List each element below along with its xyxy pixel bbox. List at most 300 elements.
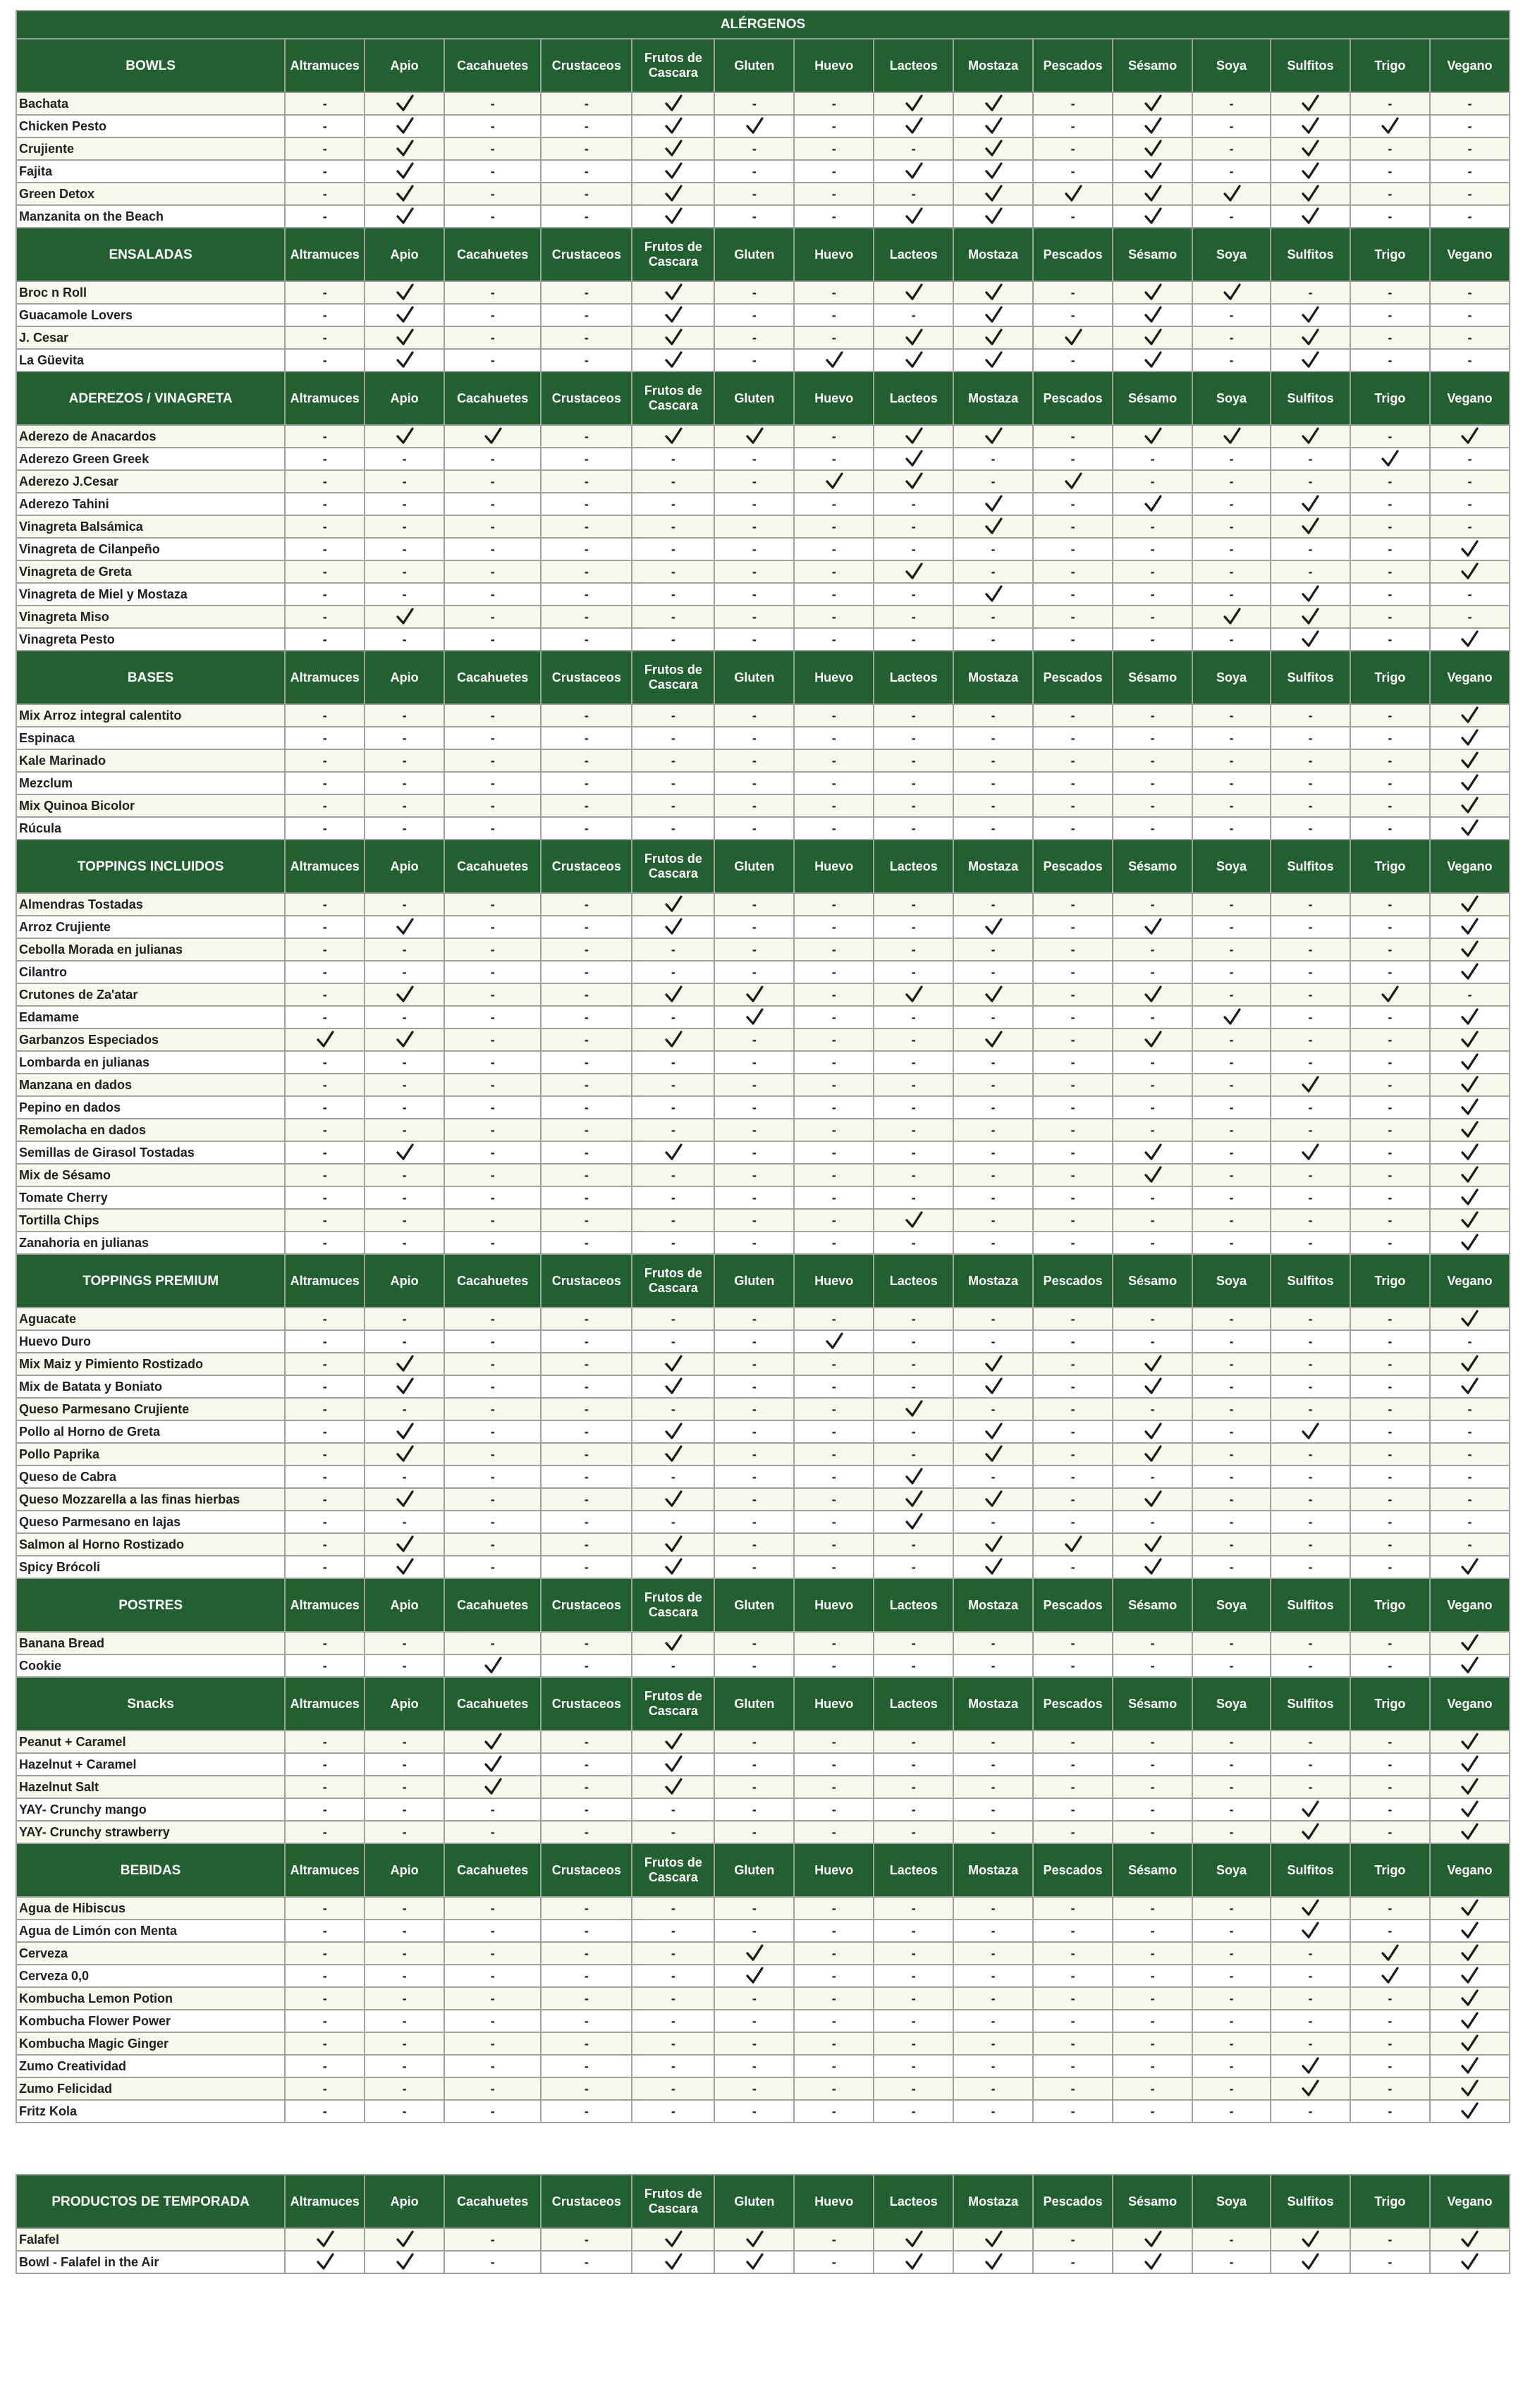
dash-mark: - xyxy=(831,1167,836,1182)
dash-mark: - xyxy=(1229,1514,1234,1529)
allergen-sheet xyxy=(16,10,1510,2274)
dash-mark: - xyxy=(671,474,675,489)
cell-gluten xyxy=(714,1466,794,1488)
column-header-mostaza: Mostaza xyxy=(953,2175,1033,2228)
cell-sulfitos xyxy=(1271,281,1350,304)
dash-mark: - xyxy=(322,2013,327,2028)
dash-mark: - xyxy=(402,2058,407,2073)
dash-mark: - xyxy=(584,352,589,367)
check-icon xyxy=(1299,139,1321,159)
cell-vegano xyxy=(1430,817,1510,840)
dash-mark: - xyxy=(1388,1334,1393,1349)
cell-vegano xyxy=(1430,1119,1510,1141)
dash-mark: - xyxy=(322,564,327,579)
cell-apio xyxy=(365,470,444,493)
dash-mark: - xyxy=(1229,451,1234,466)
dash-mark: - xyxy=(402,2081,407,2096)
cell-apio xyxy=(365,349,444,371)
column-header-lacteos: Lacteos xyxy=(874,1578,953,1632)
check-icon xyxy=(1299,584,1321,604)
cell-apio xyxy=(365,137,444,160)
cell-altramuces xyxy=(285,1028,365,1051)
dash-mark: - xyxy=(584,1032,589,1047)
dash-mark: - xyxy=(490,2058,495,2073)
cell-mostaza xyxy=(953,893,1033,916)
dash-mark: - xyxy=(752,1356,757,1371)
cell-mostaza xyxy=(953,281,1033,304)
dash-mark: - xyxy=(831,1658,836,1673)
dash-mark: - xyxy=(1150,541,1155,556)
cell-frutos-de-cascara xyxy=(632,961,714,983)
cell-apio xyxy=(365,115,444,137)
cell-apio xyxy=(365,1821,444,1843)
cell-soya xyxy=(1192,749,1271,772)
column-header-trigo: Trigo xyxy=(1350,1578,1430,1632)
column-header-mostaza: Mostaza xyxy=(953,1677,1033,1731)
dash-mark: - xyxy=(752,1802,757,1817)
table-row xyxy=(16,794,1510,817)
column-header-pescados: Pescados xyxy=(1033,371,1113,425)
cell-gluten xyxy=(714,1231,794,1254)
cell-altramuces xyxy=(285,515,365,538)
cell-crustaceos xyxy=(541,1353,632,1375)
column-header-gluten: Gluten xyxy=(714,371,794,425)
cell-sulfitos xyxy=(1271,538,1350,560)
cell-soya xyxy=(1192,1330,1271,1353)
dash-mark: - xyxy=(322,1824,327,1839)
dash-mark: - xyxy=(1388,919,1393,934)
check-icon xyxy=(744,116,765,136)
dash-mark: - xyxy=(402,1635,407,1650)
cell-cacahuetes xyxy=(444,281,541,304)
cell-soya xyxy=(1192,183,1271,205)
dash-mark: - xyxy=(584,451,589,466)
column-header-altramuces: Altramuces xyxy=(285,1677,365,1731)
dash-mark: - xyxy=(671,1009,675,1024)
dash-mark: - xyxy=(1070,564,1075,579)
cell-pescados xyxy=(1033,1420,1113,1443)
dash-mark: - xyxy=(490,1991,495,2005)
dash-mark: - xyxy=(322,1446,327,1461)
section-title: ADEREZOS / VINAGRETA xyxy=(16,371,285,425)
dash-mark: - xyxy=(402,632,407,646)
dash-mark: - xyxy=(752,1100,757,1114)
dash-mark: - xyxy=(490,1212,495,1227)
dash-mark: - xyxy=(1150,564,1155,579)
dash-mark: - xyxy=(1229,1311,1234,1326)
cell-apio xyxy=(365,2032,444,2055)
column-header-apio: Apio xyxy=(365,840,444,893)
cell-altramuces xyxy=(285,2055,365,2077)
check-icon xyxy=(1142,139,1163,159)
dash-mark: - xyxy=(584,1424,589,1439)
dash-mark: - xyxy=(1070,1514,1075,1529)
dash-mark: - xyxy=(1070,609,1075,624)
cell-huevo xyxy=(794,817,874,840)
dash-mark: - xyxy=(831,1009,836,1024)
cell-altramuces xyxy=(285,2010,365,2032)
cell-vegano xyxy=(1430,160,1510,183)
column-header-frutos-de-cascara: Frutos de Cascara xyxy=(632,1578,714,1632)
cell-mostaza xyxy=(953,727,1033,749)
dash-mark: - xyxy=(322,1635,327,1650)
dash-mark: - xyxy=(1308,564,1313,579)
cell-apio xyxy=(365,1511,444,1533)
dash-mark: - xyxy=(322,2081,327,2096)
dash-mark: - xyxy=(831,964,836,979)
dash-mark: - xyxy=(1229,1379,1234,1394)
column-header-altramuces: Altramuces xyxy=(285,371,365,425)
table-row xyxy=(16,538,1510,560)
dash-mark: - xyxy=(1388,1658,1393,1673)
cell-cacahuetes xyxy=(444,583,541,606)
cell-vegano xyxy=(1430,448,1510,470)
check-icon xyxy=(983,2230,1004,2249)
cell-cacahuetes xyxy=(444,1731,541,1753)
cell-cacahuetes xyxy=(444,606,541,628)
cell-vegano xyxy=(1430,2077,1510,2100)
dash-mark: - xyxy=(1308,1235,1313,1250)
cell-vegano xyxy=(1430,1632,1510,1654)
cell-apio xyxy=(365,2228,444,2251)
column-header-sulfitos: Sulfitos xyxy=(1271,1677,1350,1731)
dash-mark: - xyxy=(584,775,589,790)
dash-mark: - xyxy=(402,798,407,813)
item-name: Manzana en dados xyxy=(16,1074,285,1096)
dash-mark: - xyxy=(1388,821,1393,835)
cell-pescados xyxy=(1033,1028,1113,1051)
table-row xyxy=(16,1654,1510,1677)
cell-soya xyxy=(1192,983,1271,1006)
check-icon xyxy=(663,1732,684,1752)
item-name: Queso Parmesano en lajas xyxy=(16,1511,285,1533)
dash-mark: - xyxy=(490,2013,495,2028)
dash-mark: - xyxy=(991,1235,996,1250)
dash-mark: - xyxy=(1388,1757,1393,1771)
cell-trigo xyxy=(1350,1308,1430,1330)
check-icon xyxy=(1459,1943,1480,1963)
dash-mark: - xyxy=(584,987,589,1002)
dash-mark: - xyxy=(490,632,495,646)
dash-mark: - xyxy=(322,1379,327,1394)
cell-lacteos xyxy=(874,1511,953,1533)
table-row xyxy=(16,2228,1510,2251)
dash-mark: - xyxy=(322,1009,327,1024)
check-icon xyxy=(983,305,1004,325)
cell-altramuces xyxy=(285,893,365,916)
cell-mostaza xyxy=(953,2251,1033,2273)
dash-mark: - xyxy=(490,753,495,768)
cell-lacteos xyxy=(874,1965,953,1987)
column-header-pescados: Pescados xyxy=(1033,2175,1113,2228)
section-header-toppings-premium xyxy=(16,1254,1510,1308)
cell-lacteos xyxy=(874,2010,953,2032)
check-icon xyxy=(1299,1075,1321,1095)
dash-mark: - xyxy=(1229,1334,1234,1349)
cell-apio xyxy=(365,1375,444,1398)
cell-crustaceos xyxy=(541,2055,632,2077)
dash-mark: - xyxy=(911,186,916,201)
check-icon xyxy=(983,584,1004,604)
cell-sesamo xyxy=(1113,749,1192,772)
dash-mark: - xyxy=(322,352,327,367)
dash-mark: - xyxy=(752,1401,757,1416)
dash-mark: - xyxy=(752,897,757,911)
dash-mark: - xyxy=(911,1537,916,1552)
check-icon xyxy=(983,94,1004,113)
cell-gluten xyxy=(714,1443,794,1466)
dash-mark: - xyxy=(1308,1311,1313,1326)
column-header-apio: Apio xyxy=(365,1677,444,1731)
cell-sulfitos xyxy=(1271,515,1350,538)
dash-mark: - xyxy=(1150,474,1155,489)
cell-lacteos xyxy=(874,938,953,961)
cell-apio xyxy=(365,727,444,749)
cell-vegano xyxy=(1430,326,1510,349)
item-name: Cebolla Morada en julianas xyxy=(16,938,285,961)
cell-crustaceos xyxy=(541,916,632,938)
cell-vegano xyxy=(1430,470,1510,493)
cell-gluten xyxy=(714,1420,794,1443)
dash-mark: - xyxy=(490,821,495,835)
cell-sulfitos xyxy=(1271,560,1350,583)
cell-apio xyxy=(365,916,444,938)
dash-mark: - xyxy=(671,451,675,466)
dash-mark: - xyxy=(490,942,495,957)
dash-mark: - xyxy=(584,541,589,556)
dash-mark: - xyxy=(831,307,836,322)
cell-frutos-de-cascara xyxy=(632,560,714,583)
dash-mark: - xyxy=(1150,1077,1155,1092)
cell-apio xyxy=(365,2010,444,2032)
cell-trigo xyxy=(1350,794,1430,817)
dash-mark: - xyxy=(911,141,916,156)
dash-mark: - xyxy=(671,1968,675,1983)
table-row xyxy=(16,1942,1510,1965)
dash-mark: - xyxy=(1467,1492,1472,1506)
cell-huevo xyxy=(794,1897,874,1919)
cell-vegano xyxy=(1430,1533,1510,1556)
dash-mark: - xyxy=(991,1334,996,1349)
cell-mostaza xyxy=(953,1231,1033,1254)
dash-mark: - xyxy=(584,821,589,835)
dash-mark: - xyxy=(1070,632,1075,646)
cell-cacahuetes xyxy=(444,304,541,326)
cell-sulfitos xyxy=(1271,92,1350,115)
dash-mark: - xyxy=(490,285,495,300)
cell-pescados xyxy=(1033,470,1113,493)
cell-gluten xyxy=(714,916,794,938)
column-header-soya: Soya xyxy=(1192,39,1271,92)
check-icon xyxy=(1459,1822,1480,1842)
cell-apio xyxy=(365,183,444,205)
dash-mark: - xyxy=(1388,1122,1393,1137)
dash-mark: - xyxy=(584,209,589,223)
dash-mark: - xyxy=(402,1658,407,1673)
check-icon xyxy=(663,1557,684,1577)
dash-mark: - xyxy=(322,1334,327,1349)
item-name: Aguacate xyxy=(16,1308,285,1330)
check-icon xyxy=(1459,773,1480,793)
dash-mark: - xyxy=(402,1469,407,1484)
cell-lacteos xyxy=(874,1488,953,1511)
cell-gluten xyxy=(714,583,794,606)
check-icon xyxy=(1459,629,1480,649)
table-row xyxy=(16,1511,1510,1533)
dash-mark: - xyxy=(490,209,495,223)
dash-mark: - xyxy=(1150,753,1155,768)
cell-gluten xyxy=(714,425,794,448)
cell-lacteos xyxy=(874,470,953,493)
dash-mark: - xyxy=(1229,798,1234,813)
cell-frutos-de-cascara xyxy=(632,794,714,817)
cell-altramuces xyxy=(285,1119,365,1141)
dash-mark: - xyxy=(1229,2254,1234,2269)
item-name: Agua de Hibiscus xyxy=(16,1897,285,1919)
dash-mark: - xyxy=(991,730,996,745)
dash-mark: - xyxy=(911,496,916,511)
item-name: Bachata xyxy=(16,92,285,115)
cell-frutos-de-cascara xyxy=(632,1119,714,1141)
cell-mostaza xyxy=(953,749,1033,772)
table-row xyxy=(16,727,1510,749)
dash-mark: - xyxy=(402,708,407,723)
dash-mark: - xyxy=(1070,96,1075,111)
cell-cacahuetes xyxy=(444,92,541,115)
cell-gluten xyxy=(714,1119,794,1141)
dash-mark: - xyxy=(671,2036,675,2051)
check-icon xyxy=(1459,1233,1480,1253)
column-header-sulfitos: Sulfitos xyxy=(1271,651,1350,704)
dash-mark: - xyxy=(752,798,757,813)
cell-pescados xyxy=(1033,893,1113,916)
dash-mark: - xyxy=(752,1514,757,1529)
dash-mark: - xyxy=(1070,1757,1075,1771)
cell-sulfitos xyxy=(1271,1119,1350,1141)
cell-huevo xyxy=(794,2055,874,2077)
cell-soya xyxy=(1192,1556,1271,1578)
column-header-lacteos: Lacteos xyxy=(874,651,953,704)
cell-pescados xyxy=(1033,1942,1113,1965)
cell-vegano xyxy=(1430,1654,1510,1677)
dash-mark: - xyxy=(1388,2254,1393,2269)
table-row xyxy=(16,1231,1510,1254)
check-icon xyxy=(983,517,1004,536)
column-header-soya: Soya xyxy=(1192,1677,1271,1731)
check-icon xyxy=(1221,283,1242,302)
cell-altramuces xyxy=(285,1556,365,1578)
item-name: Broc n Roll xyxy=(16,281,285,304)
cell-frutos-de-cascara xyxy=(632,1965,714,1987)
cell-crustaceos xyxy=(541,2077,632,2100)
cell-soya xyxy=(1192,493,1271,515)
cell-trigo xyxy=(1350,1511,1430,1533)
cell-lacteos xyxy=(874,1420,953,1443)
dash-mark: - xyxy=(911,1122,916,1137)
cell-cacahuetes xyxy=(444,1164,541,1186)
dash-mark: - xyxy=(1150,1469,1155,1484)
dash-mark: - xyxy=(671,2058,675,2073)
cell-gluten xyxy=(714,1330,794,1353)
cell-sesamo xyxy=(1113,1028,1192,1051)
column-header-huevo: Huevo xyxy=(794,39,874,92)
dash-mark: - xyxy=(1388,1559,1393,1574)
check-icon xyxy=(1379,1966,1400,1986)
dash-mark: - xyxy=(911,964,916,979)
cell-sulfitos xyxy=(1271,448,1350,470)
dash-mark: - xyxy=(752,753,757,768)
dash-mark: - xyxy=(584,1122,589,1137)
cell-crustaceos xyxy=(541,1420,632,1443)
table-row xyxy=(16,1164,1510,1186)
dash-mark: - xyxy=(584,429,589,443)
dash-mark: - xyxy=(752,2013,757,2028)
cell-huevo xyxy=(794,115,874,137)
check-icon xyxy=(903,207,924,226)
cell-apio xyxy=(365,1466,444,1488)
cell-sulfitos xyxy=(1271,1798,1350,1821)
cell-altramuces xyxy=(285,1533,365,1556)
dash-mark: - xyxy=(1388,2013,1393,2028)
dash-mark: - xyxy=(1229,2036,1234,2051)
dash-mark: - xyxy=(322,919,327,934)
cell-trigo xyxy=(1350,1942,1430,1965)
cell-frutos-de-cascara xyxy=(632,1776,714,1798)
column-header-sesamo: Sésamo xyxy=(1113,371,1192,425)
dash-mark: - xyxy=(1070,2081,1075,2096)
cell-gluten xyxy=(714,1398,794,1420)
column-header-cacahuetes: Cacahuetes xyxy=(444,840,541,893)
cell-lacteos xyxy=(874,1308,953,1330)
cell-crustaceos xyxy=(541,1330,632,1353)
cell-sesamo xyxy=(1113,2100,1192,2123)
dash-mark: - xyxy=(1070,1356,1075,1371)
cell-mostaza xyxy=(953,1164,1033,1186)
dash-mark: - xyxy=(584,1991,589,2005)
check-icon xyxy=(1459,1557,1480,1577)
check-icon xyxy=(983,1030,1004,1050)
dash-mark: - xyxy=(911,1032,916,1047)
cell-vegano xyxy=(1430,183,1510,205)
column-header-cacahuetes: Cacahuetes xyxy=(444,371,541,425)
dash-mark: - xyxy=(1308,285,1313,300)
cell-sulfitos xyxy=(1271,1353,1350,1375)
cell-sesamo xyxy=(1113,1556,1192,1578)
column-header-apio: Apio xyxy=(365,2175,444,2228)
cell-pescados xyxy=(1033,1897,1113,1919)
cell-gluten xyxy=(714,1942,794,1965)
cell-lacteos xyxy=(874,2055,953,2077)
dash-mark: - xyxy=(752,1334,757,1349)
cell-cacahuetes xyxy=(444,1488,541,1511)
section-title: Snacks xyxy=(16,1677,285,1731)
dash-mark: - xyxy=(671,2081,675,2096)
cell-apio xyxy=(365,1028,444,1051)
dash-mark: - xyxy=(911,1077,916,1092)
cell-huevo xyxy=(794,938,874,961)
cell-mostaza xyxy=(953,1919,1033,1942)
cell-trigo xyxy=(1350,704,1430,727)
dash-mark: - xyxy=(1229,96,1234,111)
check-icon xyxy=(903,283,924,302)
cell-mostaza xyxy=(953,2032,1033,2055)
cell-sulfitos xyxy=(1271,2055,1350,2077)
dash-mark: - xyxy=(490,1356,495,1371)
dash-mark: - xyxy=(1070,708,1075,723)
dash-mark: - xyxy=(1308,1492,1313,1506)
dash-mark: - xyxy=(1150,2058,1155,2073)
cell-vegano xyxy=(1430,1897,1510,1919)
